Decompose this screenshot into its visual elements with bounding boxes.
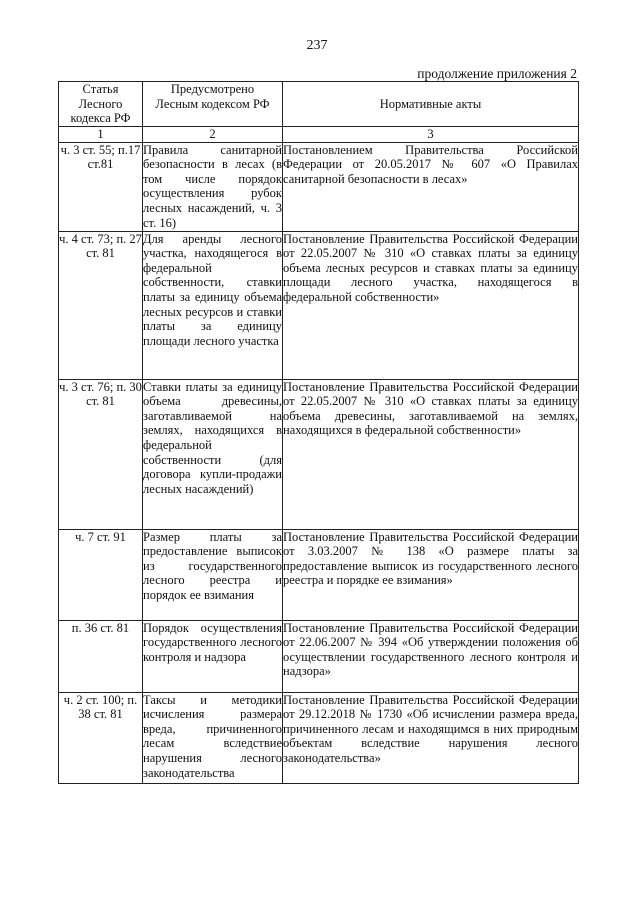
table-row: [59, 379, 579, 529]
act-cell: Постановление Правительства Российской Федерации от 22.05.2007 № 310 «О ставках платы за единицу объема лесных ресурсов и ставках платы за единицу площади лесного участка, находящегося в федеральной собственности»: [283, 231, 579, 379]
page-number: 237: [306, 38, 328, 53]
provision-cell: Порядок осуществления государственного лесного контроля и надзора: [143, 620, 283, 692]
article-cell: ч. 3 ст. 76; п. 30 ст. 81: [59, 379, 143, 529]
table-row: [59, 692, 579, 783]
header-provision: Предусмотрено Лесным кодексом РФ: [143, 82, 283, 127]
table-header-row: [59, 82, 579, 127]
act-cell: Постановление Правительства Российской Федерации от 3.03.2007 № 138 «О размере платы за предоставление выписок из государственного лесного реестра и порядке ее взимания»: [283, 529, 579, 620]
article-cell: п. 36 ст. 81: [59, 620, 143, 692]
column-number: 3: [283, 127, 579, 143]
table-row: [59, 142, 579, 231]
regulations-table: [58, 81, 579, 784]
act-cell: Постановление Правительства Российской Федерации от 29.12.2018 № 1730 «Об исчислении размера вреда, причиненного лесам и находящимся в них природным объектам вследствие нарушения лесного законодательства»: [283, 692, 579, 783]
column-number: 1: [59, 127, 143, 143]
continuation-note: продолжение приложения 2: [417, 66, 577, 81]
table-row: [59, 529, 579, 620]
header-article: Статья Лесного кодекса РФ: [59, 82, 143, 127]
provision-cell: Ставки платы за единицу объема древесины, заготавливаемой на землях, находящихся в федеральной собственности (для договора купли-продажи лесных насаждений): [143, 379, 283, 529]
column-number-row: [59, 127, 579, 143]
act-cell: Постановлением Правительства Российской Федерации от 20.05.2017 № 607 «О Правилах санитарной безопасности в лесах»: [283, 142, 579, 231]
act-cell: Постановление Правительства Российской Федерации от 22.06.2007 № 394 «Об утверждении положения об осуществлении государственного лесного контроля и надзора»: [283, 620, 579, 692]
provision-cell: Таксы и методики исчисления размера вреда, причиненного лесам вследствие нарушения лесного законодательства: [143, 692, 283, 783]
provision-cell: Правила санитарной безопасности в лесах (в том числе порядок осуществления рубок лесных насаждений, ч. 3 ст. 16): [143, 142, 282, 230]
article-cell: ч. 2 ст. 100; п. 38 ст. 81: [59, 692, 143, 783]
act-cell: Постановление Правительства Российской Федерации от 22.05.2007 № 310 «О ставках платы за единицу объема древесины, заготавливаемой на землях, находящихся в федеральной собственности»: [283, 379, 579, 529]
header-acts: Нормативные акты: [283, 82, 579, 127]
article-cell: ч. 7 ст. 91: [59, 529, 143, 620]
provision-cell: Для аренды лесного участка, находящегося в федеральной собственности, ставки платы за единицу объема лесных ресурсов и ставки платы за единицу площади лесного участка: [143, 231, 283, 379]
article-cell: ч. 4 ст. 73; п. 27 ст. 81: [59, 231, 143, 379]
table-row: [59, 231, 579, 379]
provision-cell: Размер платы за предоставление выписок из государственного лесного реестра и порядок ее взимания: [143, 529, 283, 620]
article-cell: ч. 3 ст. 55; п.17 ст.81: [59, 142, 143, 231]
column-number: 2: [143, 127, 283, 143]
table-row: [59, 620, 579, 692]
